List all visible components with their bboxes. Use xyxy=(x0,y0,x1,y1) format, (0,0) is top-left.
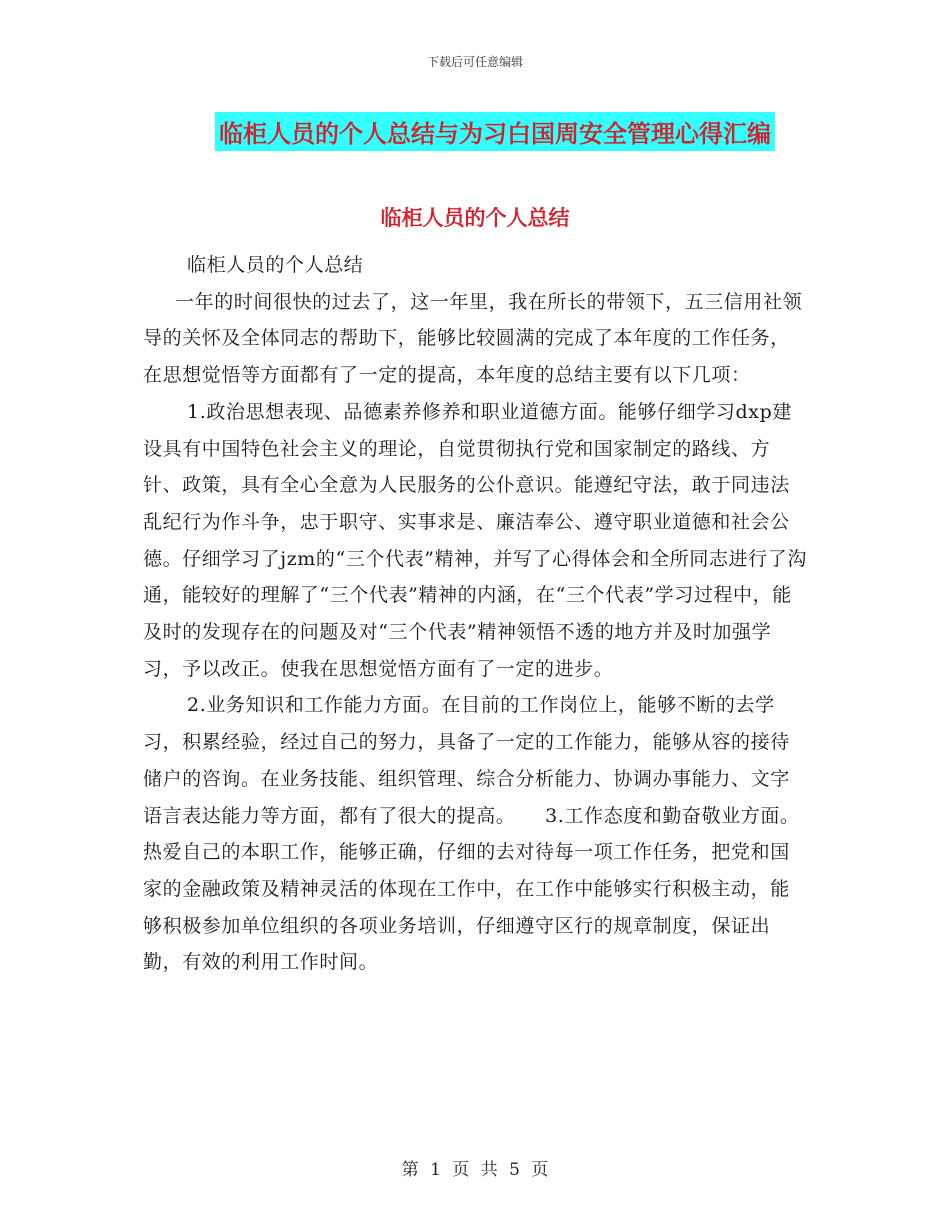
subheading: 临柜人员的个人总结 xyxy=(187,254,364,276)
document-body xyxy=(143,247,809,981)
paragraph-business: 2.业务知识和工作能力方面。在目前的工作岗位上，能够不断的去学习，积累经验，经过自己的努力，具备了一定的工作能力，能够从容的接待储户的咨询。在业务技能、组织管理、综合分析能力、协调办事能力、文字语言表达能力等方面，都有了很大的提高。 3.工作态度和勤奋敬业方面。热爱自己的本职工作，能够正确，仔细的去对待每一项工作任务，把党和国家的金融政策及精神灵活的体现在工作中，在工作中能够实行积极主动，能够积极参加单位组织的各项业务培训，仔细遵守区行的规章制度，保证出勤，有效的利用工作时间。 xyxy=(143,694,800,974)
page-number: 第 1 页 共 5 页 xyxy=(401,1160,549,1180)
page-header-note: 下载后可任意编辑 xyxy=(426,55,523,69)
document-title-container xyxy=(0,112,950,151)
document-title: 临柜人员的个人总结与为习白国周安全管理心得汇编 xyxy=(215,112,775,151)
paragraph-political: 1.政治思想表现、品德素养修养和职业道德方面。能够仔细学习dxp建设具有中国特色社会主义的理论，自觉贯彻执行党和国家制定的路线、方针、政策，具有全心全意为人民服务的公仆意识。能遵纪守法，敢于同违法乱纪行为作斗争，忠于职守、实事求是、廉洁奉公、遵守职业道德和社会公德。仔细学习了jzm的“三个代表”精神，并写了心得体会和全所同志进行了沟通，能较好的理解了“三个代表”精神的内涵，在“三个代表”学习过程中，能及时的发现存在的问题及对“三个代表”精神领悟不透的地方并及时加强学习，予以改正。使我在思想觉悟方面有了一定的进步。 xyxy=(143,400,807,680)
paragraph-intro: 一年的时间很快的过去了，这一年里，我在所长的带领下，五三信用社领导的关怀及全体同志的帮助下，能够比较圆满的完成了本年度的工作任务，在思想觉悟等方面都有了一定的提高，本年度的总结主要有以下几项： xyxy=(143,290,803,387)
section-title: 临柜人员的个人总结 xyxy=(380,206,570,230)
